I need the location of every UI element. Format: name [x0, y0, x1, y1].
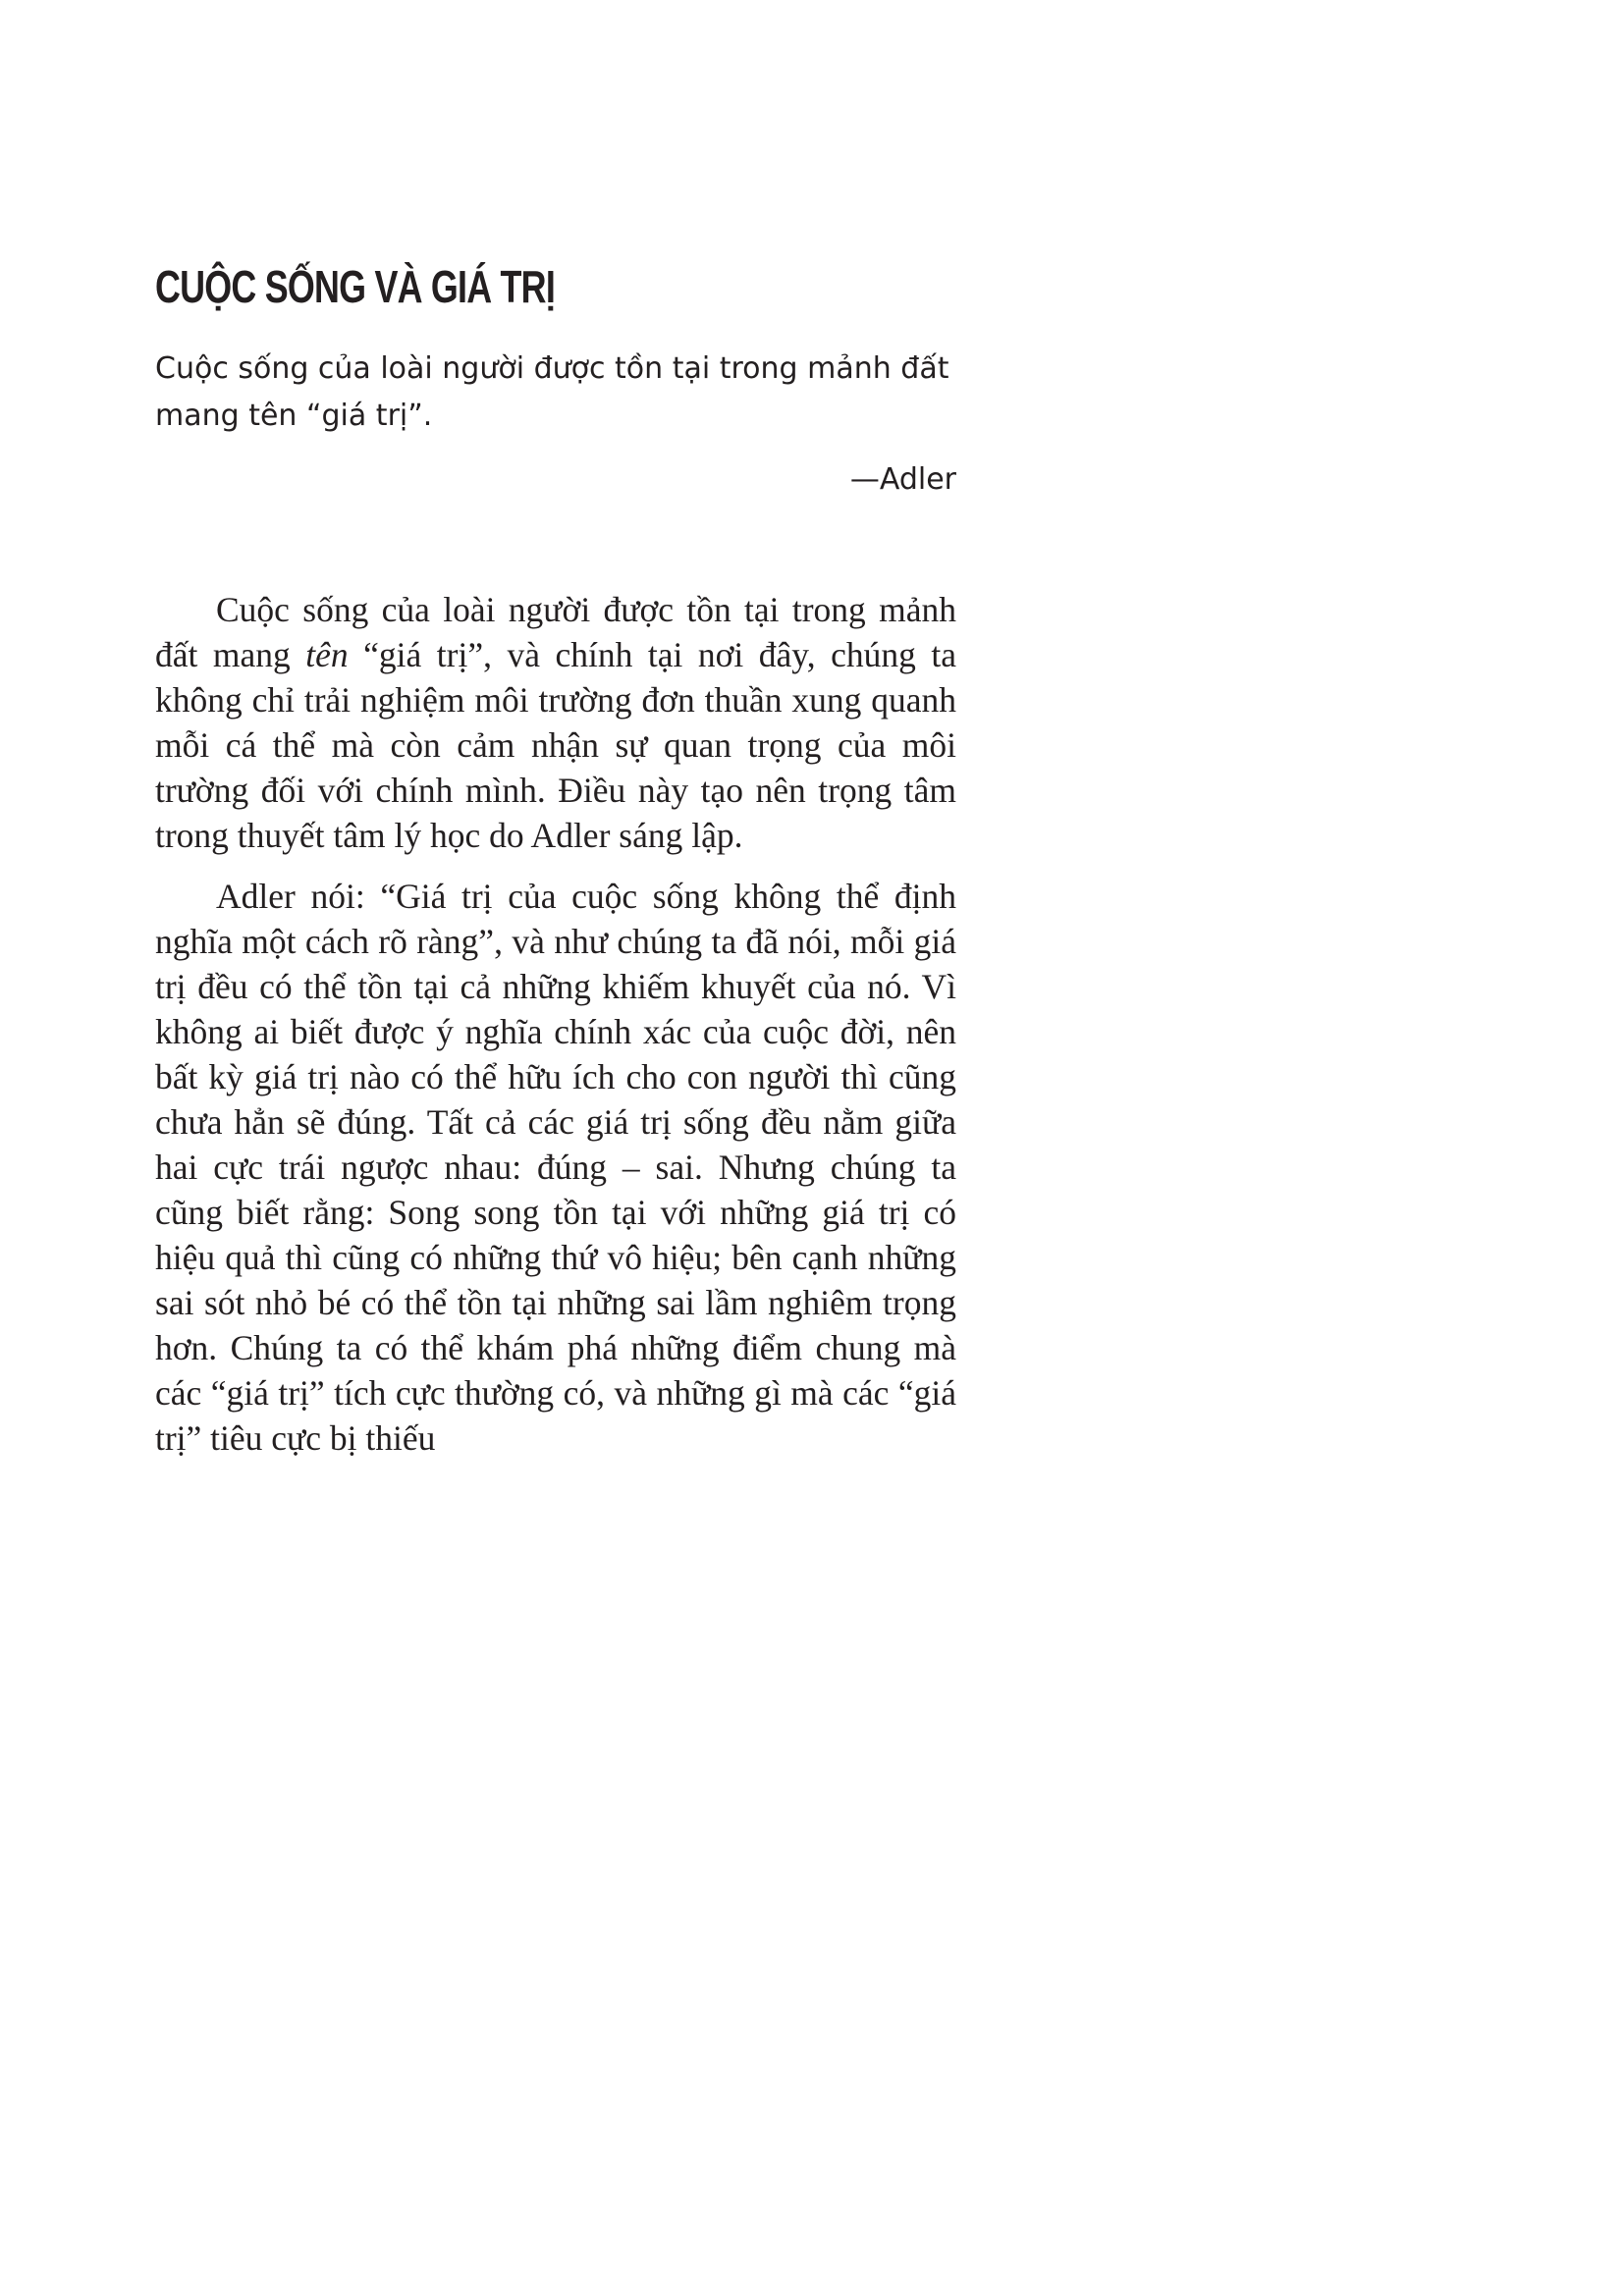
paragraph-2: Adler nói: “Giá trị của cuộc sống không thể định nghĩa một cách rõ ràng”, và như chúng ta đã nói, mỗi giá trị đều có thể tồn tại cả những khiếm khuyết của nó. Vì không ai biết được ý nghĩa chính xác của cuộc đời, nên bất kỳ giá trị nào có thể hữu ích cho con người thì cũng chưa hẳn sẽ đúng. Tất cả các giá trị sống đều nằm giữa hai cực trái ngược nhau: đúng – sai. Nhưng chúng ta cũng biết rằng: Song song tồn tại với những giá trị có hiệu quả thì cũng có những thứ vô hiệu; bên cạnh những sai sót nhỏ bé có thể tồn tại những sai lầm nghiêm trọng hơn. Chúng ta có thể khám phá những điểm chung mà các “giá trị” tích cực thường có, và những gì mà các “giá trị” tiêu cực bị thiếu [155, 877, 956, 1458]
paragraph-1-text-start: Cuộc sống của loài người được tồn tại trong mảnh đất mang [155, 590, 956, 674]
paragraph-1-text-end: “giá trị”, và chính tại nơi đây, chúng ta không chỉ trải nghiệm môi trường đơn thuần xung quanh mỗi cá thể mà còn cảm nhận sự quan trọng của môi trường đối với chính mình. Điều này tạo nên trọng tâm trong thuyết tâm lý học do Adler sáng lập. [155, 635, 956, 855]
paragraph-1 [155, 587, 956, 858]
epigraph-quote: Cuộc sống của loài người được tồn tại trong mảnh đất mang tên “giá trị”. [155, 351, 949, 433]
chapter-title: CUỘC SỐNG VÀ GIÁ TRỊ [155, 261, 556, 312]
body-text [155, 587, 956, 1476]
paragraph-1-emphasis: tên [305, 635, 349, 674]
epigraph-author: —Adler [849, 462, 956, 497]
